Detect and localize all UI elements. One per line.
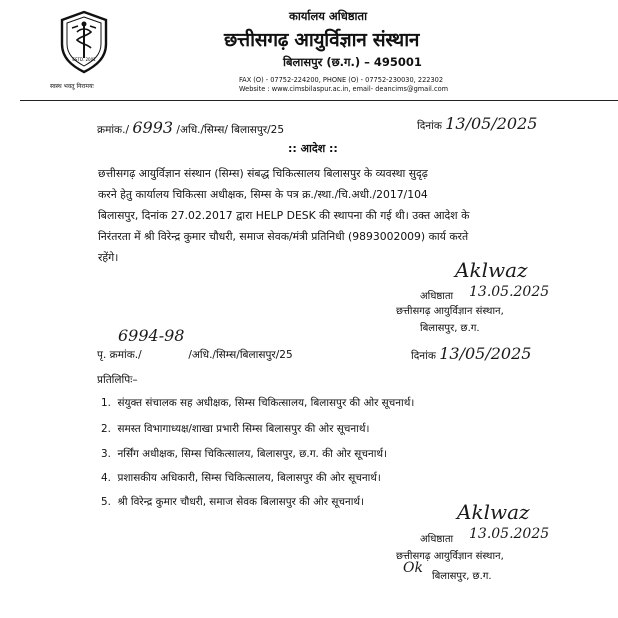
contact-info xyxy=(239,76,448,94)
order-number-suffix: /अधि./सिम्स/ बिलासपुर/25 xyxy=(176,124,285,136)
contact-line: FAX (O) - 07752-224200, PHONE (O) - 07752-230030, 222302 xyxy=(239,76,444,84)
signature-date-1: 13.05.2025 xyxy=(469,284,550,300)
order-date-label: दिनांक xyxy=(417,120,442,132)
copy-label: प्रतिलिपिः– xyxy=(97,374,138,386)
copy-list-item xyxy=(101,396,414,410)
copy-list-item xyxy=(101,495,364,509)
order-date xyxy=(417,114,537,133)
copy-list-item xyxy=(101,422,369,436)
body-line: छत्तीसगढ़ आयुर्विज्ञान संस्थान (सिम्स) संबद्ध चिकित्सालय बिलासपुर के व्यवस्था सुदृढ़ xyxy=(98,167,428,180)
order-body xyxy=(98,163,553,268)
item-text: श्री विरेन्द्र कुमार चौधरी, समाज सेवक बिलासपुर की ओर सूचनार्थ। xyxy=(117,496,364,508)
institute-name: छत्तीसगढ़ आयुर्विज्ञान संस्थान xyxy=(224,29,420,51)
endorsement-reference xyxy=(97,348,293,362)
signatory-city-2: बिलासपुर, छ.ग. xyxy=(432,571,492,582)
endorsement-number: 6994-98 xyxy=(118,326,185,345)
item-number: 3. xyxy=(101,448,111,460)
body-line: निरंतरता में श्री विरेन्द्र कुमार चौधरी, समाज सेवक/मंत्री प्रतिनिधी (9893002009) कार्य करते xyxy=(98,230,469,243)
signatory-title-2: अधिष्ठाता xyxy=(420,534,454,545)
signatory-institute-1: छत्तीसगढ़ आयुर्विज्ञान संस्थान, xyxy=(396,306,504,317)
signatory-institute-2: छत्तीसगढ़ आयुर्विज्ञान संस्थान, xyxy=(396,551,504,562)
endorsement-date-label: दिनांक xyxy=(411,350,436,362)
item-text: प्रशासकीय अधिकारी, सिम्स चिकित्सालय, बिलासपुर की ओर सूचनार्थ। xyxy=(117,472,381,484)
item-number: 4. xyxy=(101,472,111,484)
endorsement-number-prefix: पृ. क्रमांक./ xyxy=(97,349,142,361)
signatory-title-1: अधिष्ठाता xyxy=(420,291,454,302)
item-number: 1. xyxy=(101,397,111,409)
item-number: 2. xyxy=(101,423,111,435)
city-line: बिलासपुर (छ.ग.) – 495001 xyxy=(283,55,422,69)
office-title: कार्यालय अधिष्ठाता xyxy=(289,9,368,23)
body-line: रहेंगे। xyxy=(98,251,119,264)
copy-list-item xyxy=(101,471,381,485)
body-line: करने हेतु कार्यालय चिकित्सा अधीक्षक, सिम्स के पत्र क्र./स्था./चि.अधी./2017/104 xyxy=(98,188,428,201)
order-number-prefix: क्रमांक./ xyxy=(97,124,130,136)
signatory-city-1: बिलासपुर, छ.ग. xyxy=(420,323,480,334)
endorsement-number-suffix: /अधि./सिम्स/बिलासपुर/25 xyxy=(188,349,293,361)
item-text: नर्सिंग अधीक्षक, सिम्स चिकित्सालय, बिलासपुर, छ.ग. की ओर सूचनार्थ। xyxy=(117,448,387,460)
signature-1: Aklwaz xyxy=(455,258,528,282)
website-line: Website : www.cimsbilaspur.ac.in, email- deancims@gmail.com xyxy=(239,85,449,93)
order-number: 6993 xyxy=(132,118,174,137)
svg-text:ESTD. 2001: ESTD. 2001 xyxy=(72,57,96,62)
order-reference xyxy=(97,118,284,137)
order-heading: :: आदेश :: xyxy=(288,142,338,155)
order-date-value: 13/05/2025 xyxy=(445,114,538,133)
signature-2: Aklwaz xyxy=(457,500,530,524)
header-rule xyxy=(20,100,618,101)
initials: Ok xyxy=(403,560,423,576)
item-number: 5. xyxy=(101,496,111,508)
signature-date-2: 13.05.2025 xyxy=(469,526,550,542)
copy-list-item xyxy=(101,447,387,461)
institute-logo xyxy=(58,10,110,76)
endorsement-date xyxy=(411,344,531,363)
logo-motto: स्वस्थ भवतु निरामयः xyxy=(50,83,94,90)
item-text: संयुक्त संचालक सह अधीक्षक, सिम्स चिकित्सालय, बिलासपुर की ओर सूचनार्थ। xyxy=(117,397,415,409)
body-line: बिलासपुर, दिनांक 27.02.2017 द्वारा HELP DESK की स्थापना की गई थी। उक्त आदेश के xyxy=(98,209,470,222)
endorsement-date-value: 13/05/2025 xyxy=(439,344,532,363)
item-text: समस्त विभागाध्यक्ष/शाखा प्रभारी सिम्स बिलासपुर की ओर सूचनार्थ। xyxy=(117,423,370,435)
